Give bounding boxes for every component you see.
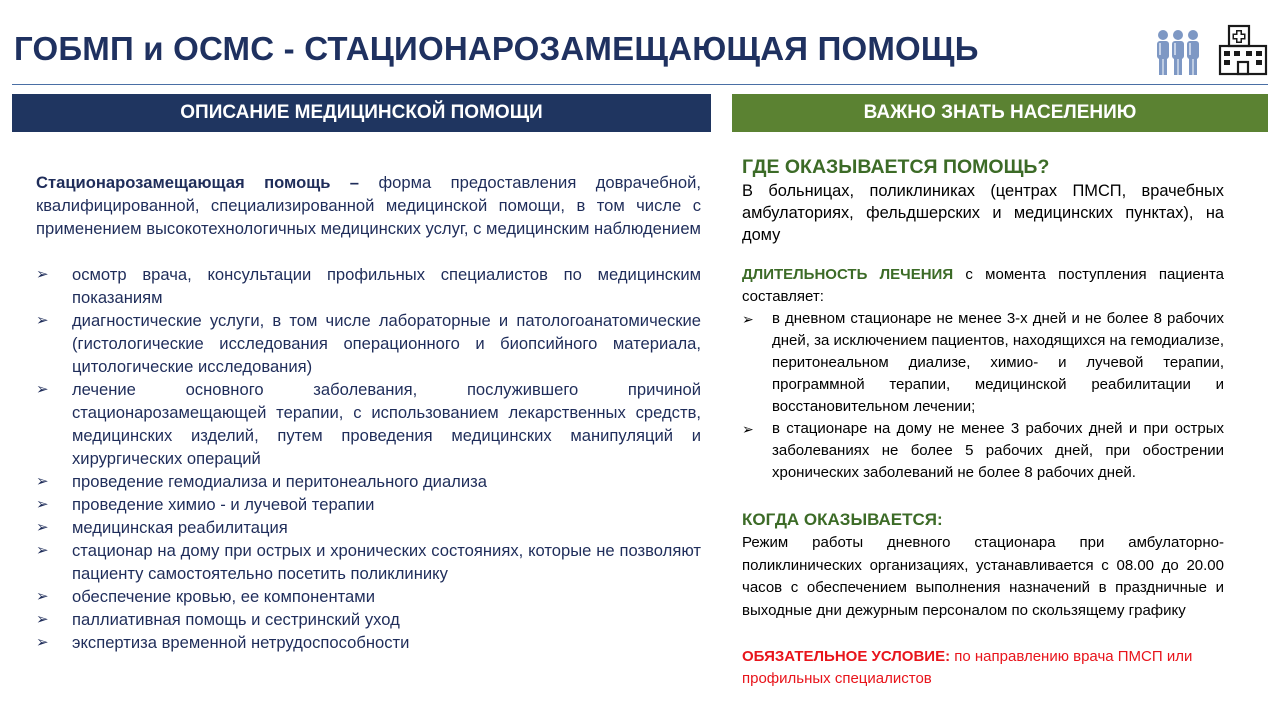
people-group-icon	[1155, 28, 1201, 81]
list-item: ➢ проведение гемодиализа и перитонеального диализа	[36, 472, 487, 491]
arrow-bullet-icon: ➢	[36, 542, 49, 559]
left-column	[36, 171, 701, 654]
list-item: ➢ стационар на дому при острых и хронических состояниях, которые не позволяют пациенту самостоятельно посетить поликлинику	[36, 541, 701, 583]
arrow-bullet-icon: ➢	[36, 266, 49, 283]
hospital-icon	[1217, 24, 1269, 81]
title-divider	[12, 84, 1268, 85]
list-item: ➢ осмотр врача, консультации профильных специалистов по медицинским показаниям	[36, 265, 701, 307]
right-section-header: ВАЖНО ЗНАТЬ НАСЕЛЕНИЮ	[732, 94, 1268, 132]
arrow-bullet-icon: ➢	[36, 473, 49, 490]
arrow-bullet-icon: ➢	[36, 519, 49, 536]
arrow-bullet-icon: ➢	[36, 611, 49, 628]
list-item: ➢ в дневном стационаре не менее 3-х дней и не более 8 рабочих дней, за исключением пациентов, находящихся на гемодиализе, перитонеальном диализе, химио- и лучевой терапии, программной терапии, медицинской реабилитации и восстановительном лечении;	[742, 310, 1224, 415]
list-item: ➢ обеспечение кровью, ее компонентами	[36, 587, 375, 606]
list-item: ➢ медицинская реабилитация	[36, 518, 288, 537]
arrow-bullet-icon: ➢	[36, 588, 49, 605]
mandatory-condition	[742, 646, 1224, 690]
services-list	[36, 263, 701, 654]
arrow-bullet-icon: ➢	[36, 312, 49, 329]
arrow-bullet-icon: ➢	[36, 496, 49, 513]
arrow-bullet-icon: ➢	[36, 381, 49, 398]
list-item: ➢ в стационаре на дому не менее 3 рабочих дней и при острых заболеваниях не более 5 рабочих дней, при обострении хронических заболеваний не более 8 рабочих дней.	[742, 420, 1224, 481]
duration-intro	[742, 264, 1224, 308]
intro-term: Стационарозамещающая помощь –	[36, 173, 360, 192]
when-text: Режим работы дневного стационара при амбулаторно-поликлинических организациях, устанавливается с 08.00 до 20.00 часов с обеспечением выполнения назначений в праздничные и выходные дни дежурным персоналом по скользящему графику	[742, 534, 1224, 619]
list-item: ➢ экспертиза временной нетрудоспособности	[36, 633, 410, 652]
arrow-bullet-icon: ➢	[742, 311, 754, 327]
intro-definition: форма предоставления доврачебной, квалифицированной, специализированной медицинской помощи, в том числе с применением высокотехнологичных медицинских услуг, с медицинским наблюдением	[36, 173, 701, 238]
page-title: ГОБМП и ОСМС - СТАЦИОНАРОЗАМЕЩАЮЩАЯ ПОМОЩЬ	[14, 30, 979, 67]
duration-text: с момента поступления пациента составляет:	[742, 266, 1224, 305]
list-item: ➢ диагностические услуги, в том числе лабораторные и патологоанатомические (гистологические исследования операционного и биопсийного материала, цитологические исследования)	[36, 311, 701, 376]
list-item: ➢ паллиативная помощь и сестринский уход	[36, 610, 400, 629]
list-item: ➢ проведение химио - и лучевой терапии	[36, 495, 375, 514]
header-icons	[1155, 24, 1269, 81]
condition-text: по направлению врача ПМСП или профильных специалистов	[742, 648, 1193, 687]
intro-paragraph	[36, 171, 701, 240]
arrow-bullet-icon: ➢	[36, 634, 49, 651]
right-column	[742, 154, 1224, 690]
left-section-header: ОПИСАНИЕ МЕДИЦИНСКОЙ ПОМОЩИ	[12, 94, 711, 132]
where-text: В больницах, поликлиниках (центрах ПМСП, врачебных амбулаториях, фельдшерских и медицинских пунктах), на дому	[742, 182, 1224, 244]
duration-section	[742, 264, 1224, 484]
list-item: ➢ лечение основного заболевания, послужившего причиной стационарозамещающей терапии, с использованием лекарственных средств, медицинских изделий, путем проведения медицинских манипуляций и хирургических операций	[36, 380, 701, 468]
duration-label: ДЛИТЕЛЬНОСТЬ ЛЕЧЕНИЯ	[742, 266, 954, 283]
when-heading: КОГДА ОКАЗЫВАЕТСЯ:	[742, 510, 943, 529]
arrow-bullet-icon: ➢	[742, 421, 754, 437]
condition-label: ОБЯЗАТЕЛЬНОЕ УСЛОВИЕ:	[742, 648, 951, 665]
duration-list	[742, 308, 1224, 484]
where-heading: ГДЕ ОКАЗЫВАЕТСЯ ПОМОЩЬ?	[742, 156, 1050, 178]
